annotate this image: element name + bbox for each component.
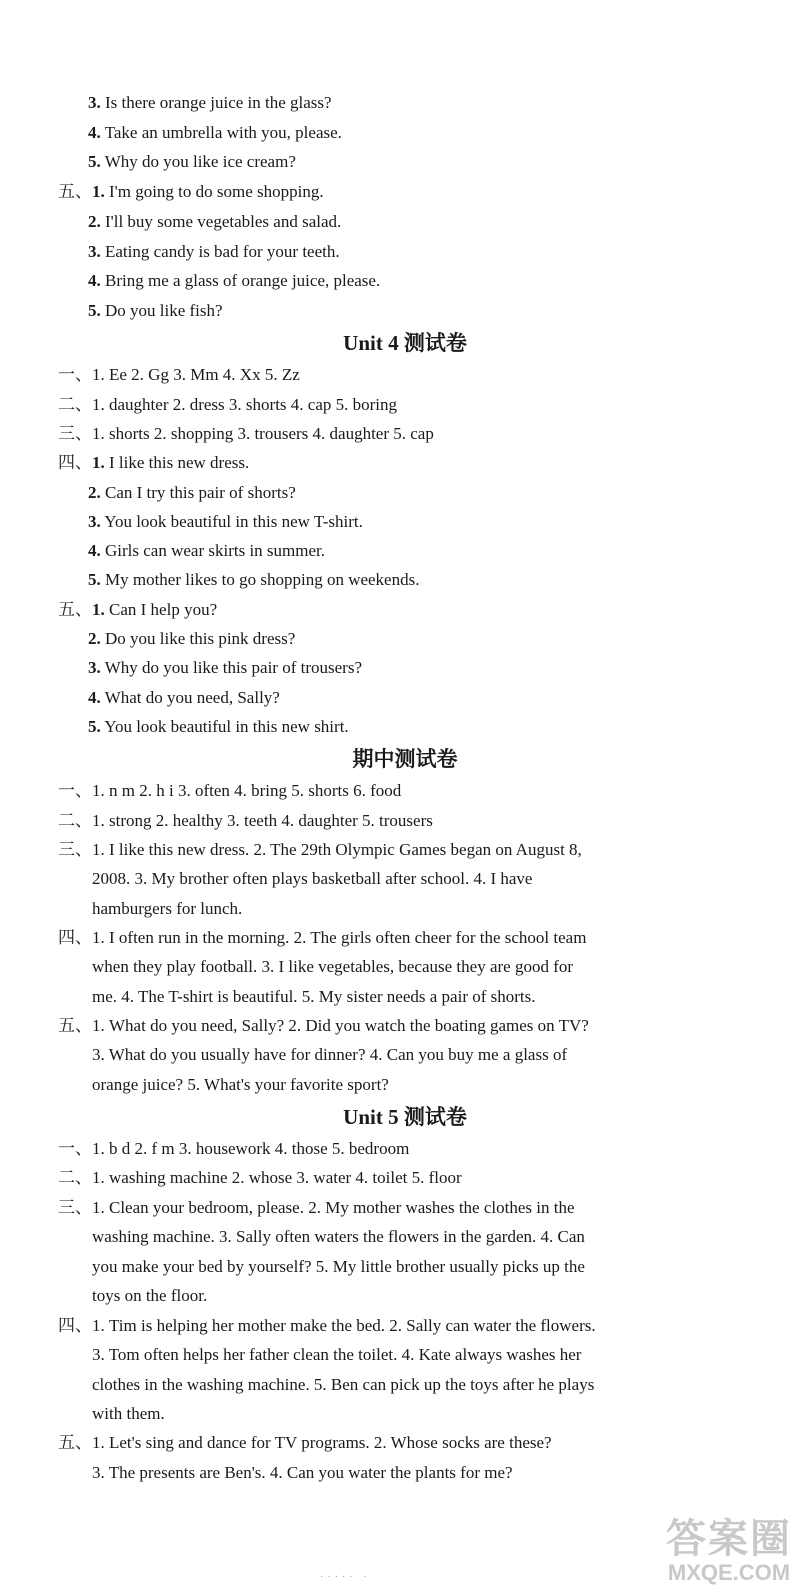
watermark-domain: MXQE.COM bbox=[667, 1560, 791, 1585]
footer-page-mark: ····· · bbox=[320, 1572, 371, 1583]
unit3-s5-item4: 4. Bring me a glass of orange juice, please. bbox=[88, 271, 381, 290]
unit5-s5-line1: 五、1. Let's sing and dance for TV programs. 2. Whose socks are these? bbox=[58, 1433, 552, 1452]
unit4-s5-item4: 4. What do you need, Sally? bbox=[88, 688, 280, 707]
unit5-s4-line3: clothes in the washing machine. 5. Ben can pick up the toys after he plays bbox=[92, 1375, 595, 1394]
unit5-s3-line1: 三、1. Clean your bedroom, please. 2. My mother washes the clothes in the bbox=[58, 1198, 575, 1217]
midterm-s4-line3: me. 4. The T-shirt is beautiful. 5. My sister needs a pair of shorts. bbox=[92, 987, 536, 1006]
unit4-s2: 二、1. daughter 2. dress 3. shorts 4. cap 5. boring bbox=[58, 395, 398, 414]
unit3-s5-item3: 3. Eating candy is bad for your teeth. bbox=[88, 242, 340, 261]
unit3-s4-item5: 5. Why do you like ice cream? bbox=[88, 152, 296, 171]
unit5-s2: 二、1. washing machine 2. whose 3. water 4. toilet 5. floor bbox=[58, 1168, 462, 1187]
unit5-title: Unit 5 测试卷 bbox=[343, 1105, 467, 1129]
midterm-s5-line2: 3. What do you usually have for dinner? 4. Can you buy me a glass of bbox=[92, 1045, 568, 1064]
unit4-s4-item1: 四、1. I like this new dress. bbox=[58, 453, 250, 472]
unit4-s4-item4: 4. Girls can wear skirts in summer. bbox=[88, 541, 326, 560]
unit5-s4-line1: 四、1. Tim is helping her mother make the bed. 2. Sally can water the flowers. bbox=[58, 1316, 596, 1335]
midterm-s2: 二、1. strong 2. healthy 3. teeth 4. daughter 5. trousers bbox=[58, 811, 433, 830]
midterm-s3-line1: 三、1. I like this new dress. 2. The 29th Olympic Games began on August 8, bbox=[58, 840, 582, 859]
unit3-s5-item5: 5. Do you like fish? bbox=[88, 301, 223, 320]
unit3-s4-item4: 4. Take an umbrella with you, please. bbox=[88, 123, 342, 142]
watermark-title: 答案圈 bbox=[666, 1517, 792, 1561]
unit5-s3-line4: toys on the floor. bbox=[92, 1286, 208, 1305]
unit5-s1: 一、1. b d 2. f m 3. housework 4. those 5. bedroom bbox=[58, 1139, 410, 1158]
unit4-s3: 三、1. shorts 2. shopping 3. trousers 4. daughter 5. cap bbox=[58, 424, 434, 443]
unit4-s5-item3: 3. Why do you like this pair of trousers? bbox=[88, 658, 363, 677]
midterm-s4-line1: 四、1. I often run in the morning. 2. The girls often cheer for the school team bbox=[58, 928, 587, 947]
unit4-title: Unit 4 测试卷 bbox=[343, 331, 467, 355]
unit4-s5-item5: 5. You look beautiful in this new shirt. bbox=[88, 717, 349, 736]
unit3-s4-item3: 3. Is there orange juice in the glass? bbox=[88, 93, 332, 112]
unit4-s5-item2: 2. Do you like this pink dress? bbox=[88, 629, 296, 648]
unit5-s3-line2: washing machine. 3. Sally often waters the flowers in the garden. 4. Can bbox=[92, 1227, 585, 1246]
unit3-s5-item2: 2. I'll buy some vegetables and salad. bbox=[88, 212, 342, 231]
midterm-s3-line3: hamburgers for lunch. bbox=[92, 899, 243, 918]
midterm-s1: 一、1. n m 2. h i 3. often 4. bring 5. shorts 6. food bbox=[58, 781, 402, 800]
unit4-s4-item3: 3. You look beautiful in this new T-shirt. bbox=[88, 512, 363, 531]
unit4-s5-item1: 五、1. Can I help you? bbox=[58, 600, 218, 619]
watermark-logo bbox=[666, 1517, 792, 1585]
unit4-s1: 一、1. Ee 2. Gg 3. Mm 4. Xx 5. Zz bbox=[58, 365, 300, 384]
unit3-s5-item1: 五、1. I'm going to do some shopping. bbox=[58, 182, 324, 201]
unit5-s4-line2: 3. Tom often helps her father clean the toilet. 4. Kate always washes her bbox=[92, 1345, 582, 1364]
unit4-s4-item2: 2. Can I try this pair of shorts? bbox=[88, 483, 296, 502]
unit4-s4-item5: 5. My mother likes to go shopping on weekends. bbox=[88, 570, 420, 589]
unit5-s4-line4: with them. bbox=[92, 1404, 165, 1423]
midterm-title: 期中测试卷 bbox=[352, 747, 458, 771]
unit5-s5-line2: 3. The presents are Ben's. 4. Can you water the plants for me? bbox=[92, 1463, 513, 1482]
unit5-s3-line3: you make your bed by yourself? 5. My little brother usually picks up the bbox=[92, 1257, 585, 1276]
midterm-s5-line1: 五、1. What do you need, Sally? 2. Did you watch the boating games on TV? bbox=[58, 1016, 589, 1035]
midterm-s5-line3: orange juice? 5. What's your favorite sport? bbox=[92, 1075, 389, 1094]
midterm-s3-line2: 2008. 3. My brother often plays basketball after school. 4. I have bbox=[92, 869, 533, 888]
midterm-s4-line2: when they play football. 3. I like vegetables, because they are good for bbox=[92, 957, 574, 976]
